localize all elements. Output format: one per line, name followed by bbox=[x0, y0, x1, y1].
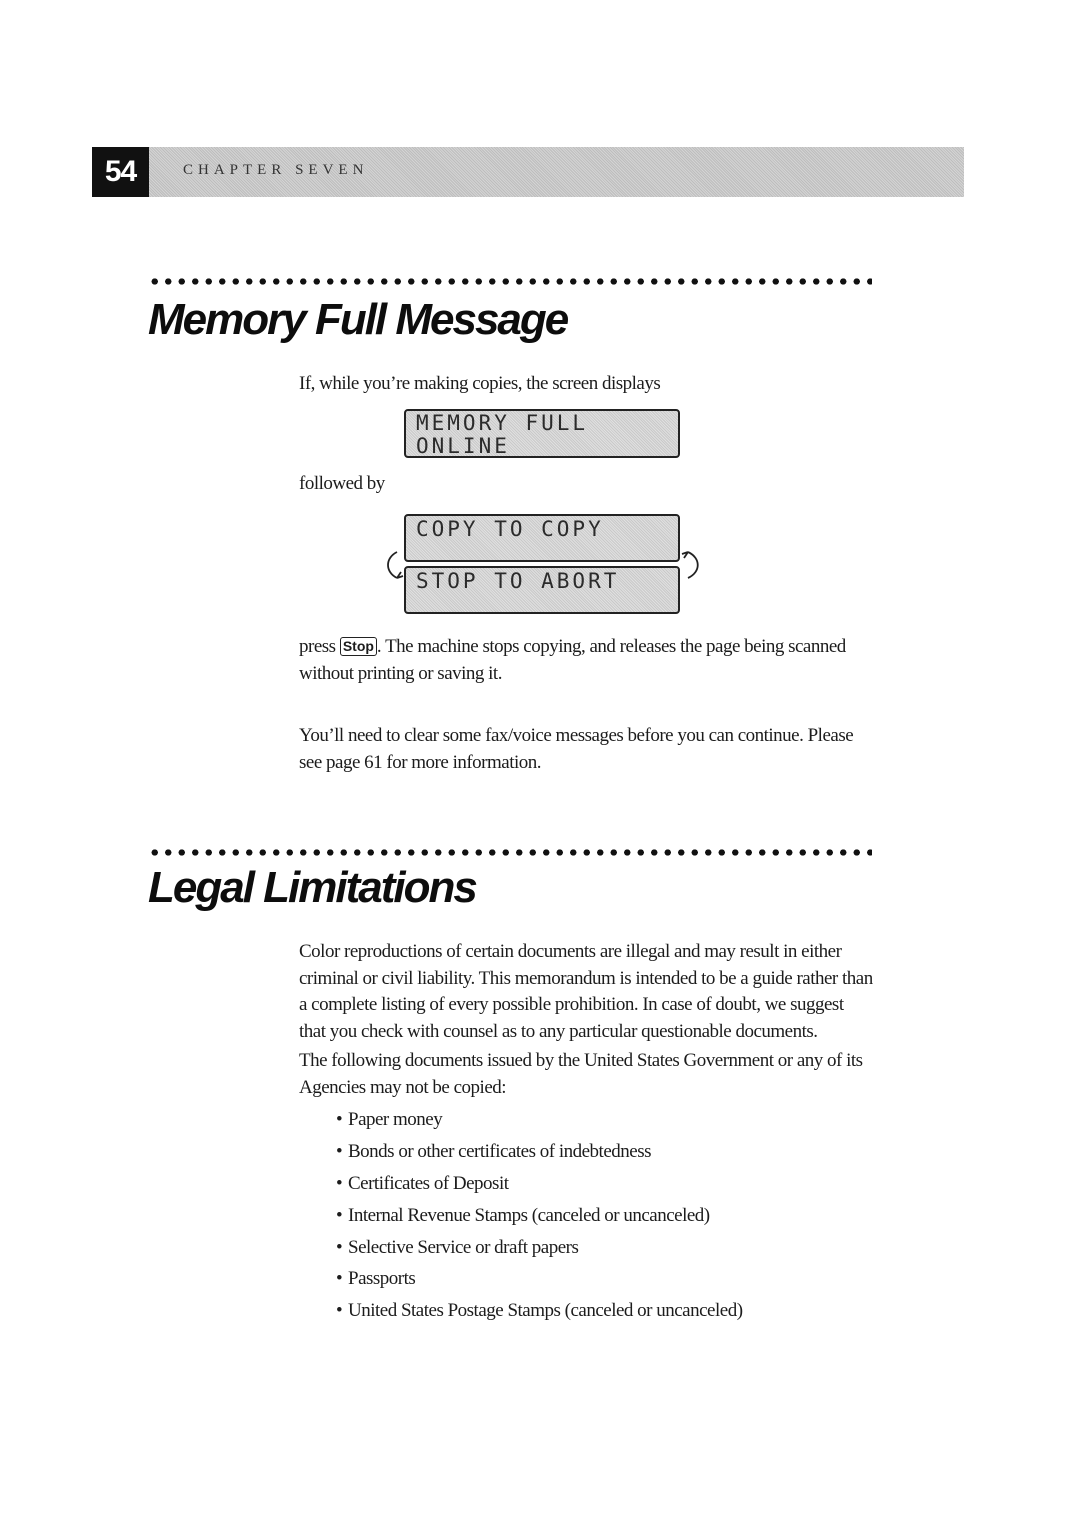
list-item-text: Certificates of Deposit bbox=[348, 1172, 509, 1194]
bullet-icon: • bbox=[336, 1172, 343, 1194]
lcd-line: STOP TO ABORT bbox=[416, 569, 620, 593]
followed-by-text: followed by bbox=[299, 473, 385, 494]
press-suffix: . The machine stops copying, and releases the page being scanned without printing or saving it. bbox=[299, 636, 846, 684]
lcd-line-2: ONLINE bbox=[416, 434, 510, 458]
list-item-text: Selective Service or draft papers bbox=[348, 1236, 579, 1258]
list-item-text: Paper money bbox=[348, 1109, 443, 1130]
bullet-icon: • bbox=[336, 1140, 343, 1162]
list-item bbox=[336, 1200, 743, 1232]
bullet-icon: • bbox=[336, 1109, 343, 1130]
list-item-text: Bonds or other certificates of indebtedness bbox=[348, 1140, 651, 1162]
list-item bbox=[336, 1295, 743, 1327]
legal-paragraph-1: Color reproductions of certain documents are illegal and may result in either criminal or civil liability. This memorandum is intended to be a guide rather than a complete listing of every possible prohibition. In case of doubt, we suggest that you check with counsel as to any particular questionable documents. bbox=[299, 941, 873, 1042]
section-heading-legal-limitations: Legal Limitations bbox=[148, 863, 476, 912]
chapter-title: CHAPTER SEVEN bbox=[183, 162, 369, 178]
list-item-text: Passports bbox=[348, 1268, 416, 1290]
bullet-icon: • bbox=[336, 1300, 343, 1322]
bullet-icon: • bbox=[336, 1236, 343, 1258]
page-number: 54 bbox=[92, 147, 149, 197]
dotted-rule bbox=[148, 849, 872, 856]
lcd-display-memory-full bbox=[404, 409, 680, 458]
list-item bbox=[336, 1104, 743, 1136]
section-heading-memory-full: Memory Full Message bbox=[148, 295, 568, 344]
list-item bbox=[336, 1168, 743, 1200]
lcd-line: COPY TO COPY bbox=[416, 517, 604, 541]
bullet-icon: • bbox=[336, 1268, 343, 1290]
dotted-rule bbox=[148, 278, 872, 285]
list-item bbox=[336, 1232, 743, 1264]
stop-key-icon: Stop bbox=[340, 637, 377, 656]
list-item-text: United States Postage Stamps (canceled or uncanceled) bbox=[348, 1300, 743, 1322]
alternating-arrows-icon bbox=[383, 546, 703, 586]
legal-paragraph-2: The following documents issued by the United States Government or any of its Agencies may not be copied: bbox=[299, 1050, 863, 1098]
list-item-text: Internal Revenue Stamps (canceled or uncanceled) bbox=[348, 1204, 710, 1226]
prohibited-documents-list bbox=[336, 1104, 743, 1327]
clear-messages-text: You’ll need to clear some fax/voice messages before you can continue. Please see page 61 for more information. bbox=[299, 725, 854, 773]
list-item bbox=[336, 1263, 743, 1295]
press-stop-text bbox=[299, 634, 874, 687]
press-prefix: press bbox=[299, 636, 340, 657]
list-item bbox=[336, 1136, 743, 1168]
intro-text: If, while you’re making copies, the screen displays bbox=[299, 373, 661, 394]
lcd-line-1: MEMORY FULL bbox=[416, 411, 589, 435]
bullet-icon: • bbox=[336, 1204, 343, 1226]
